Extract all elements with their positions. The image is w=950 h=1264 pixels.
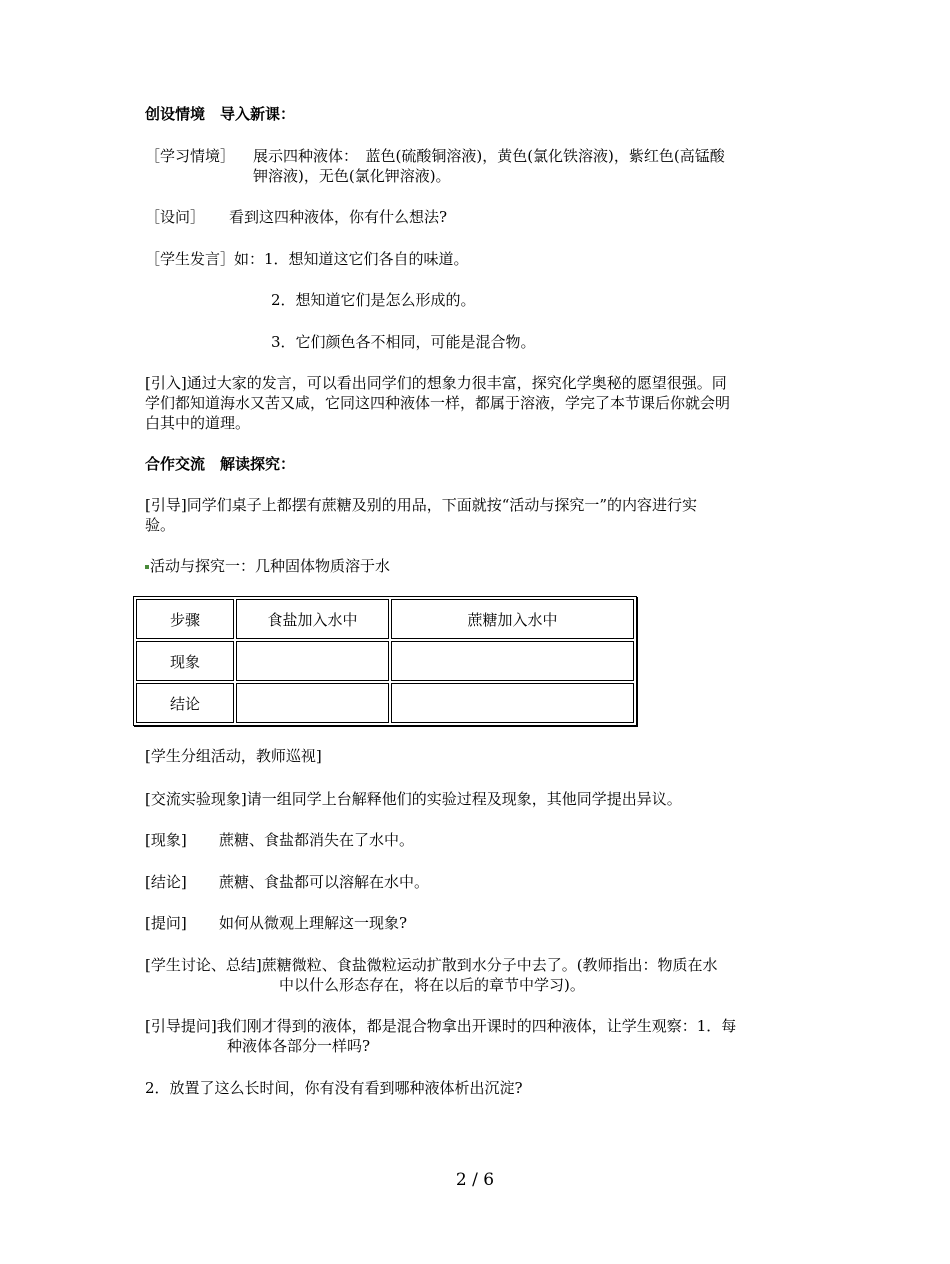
table-header-cell: 蔗糖加入水中: [391, 599, 634, 639]
table-cell: [236, 641, 389, 681]
section-heading-intro: 创设情境 导入新课：: [145, 105, 296, 123]
introduction-paragraph-line-2: 学们都知道海水又苦又咸，它同这四种液体一样，都属于溶液，学完了本节课后你就会明: [145, 394, 731, 412]
question-label: ［设问］: [145, 208, 206, 226]
phenomenon-text: 蔗糖、食盐都消失在了水中。: [219, 831, 415, 849]
student-speech-label: ［学生发言］: [145, 250, 236, 268]
bullet-mark: [145, 565, 149, 569]
question-text: 看到这四种液体，你有什么想法?: [229, 208, 448, 226]
student-speech-item-1: 如：1．想知道这它们各自的味道。: [234, 250, 469, 268]
group-activity-note: [学生分组活动，教师巡视]: [145, 747, 322, 765]
ask-label: [提问]: [145, 914, 187, 932]
ask-text: 如何从微观上理解这一现象?: [219, 914, 408, 932]
phenomenon-label: [现象]: [145, 831, 187, 849]
discussion-line-1: [学生讨论、总结]蔗糖微粒、食盐微粒运动扩散到水分子中去了。(教师指出：物质在水: [145, 956, 718, 974]
learning-situation-text: 展示四种液体： 蓝色(硫酸铜溶液)，黄色(氯化铁溶液)，紫红色(高锰酸: [253, 147, 725, 165]
table-header-cell: 食盐加入水中: [236, 599, 389, 639]
learning-situation-label: ［学习情境］: [145, 147, 236, 165]
guided-question-item-2: 2．放置了这么长时间，你有没有看到哪种液体析出沉淀?: [145, 1079, 523, 1097]
guided-question-line-1: [引导提问]我们刚才得到的液体，都是混合物拿出开课时的四种液体，让学生观察：1．每: [145, 1017, 737, 1035]
conclusion-text: 蔗糖、食盐都可以溶解在水中。: [219, 873, 430, 891]
learning-situation-text-cont: 钾溶液)，无色(氯化钾溶液)。: [253, 167, 451, 185]
introduction-paragraph-line-1: [引入]通过大家的发言，可以看出同学们的想象力很丰富，探究化学奥秘的愿望很强。同: [145, 374, 727, 392]
exchange-phenomenon: [交流实验现象]请一组同学上台解释他们的实验过程及现象，其他同学提出异议。: [145, 790, 682, 808]
conclusion-label: [结论]: [145, 873, 187, 891]
guide-paragraph-line-2: 验。: [145, 516, 176, 534]
table-row: [136, 599, 634, 639]
section-heading-cooperation: 合作交流 解读探究：: [145, 455, 296, 473]
student-speech-item-3: 3．它们颜色各不相同，可能是混合物。: [271, 333, 536, 351]
table-cell: [391, 641, 634, 681]
student-speech-item-2: 2．想知道它们是怎么形成的。: [271, 291, 476, 309]
guide-paragraph-text: [引导]同学们桌子上都摆有蔗糖及别的用品，下面就按“活动与探究一”的内容进行实: [145, 496, 698, 514]
guided-question-line-2: 种液体各部分一样吗?: [227, 1037, 371, 1055]
table-cell: [391, 683, 634, 723]
introduction-paragraph-line-3: 白其中的道理。: [145, 414, 251, 432]
experiment-table: [133, 596, 637, 726]
table-row-label: 现象: [136, 641, 234, 681]
table-row: [136, 641, 634, 681]
table-row-label: 结论: [136, 683, 234, 723]
page-number: 2 / 6: [455, 1170, 495, 1190]
discussion-line-2: 中以什么形态存在，将在以后的章节中学习)。: [279, 976, 585, 994]
table-header-cell: 步骤: [136, 599, 234, 639]
guide-paragraph-line-1: [145, 495, 697, 515]
activity-title: [145, 556, 390, 576]
activity-title-text: 活动与探究一：几种固体物质溶于水: [150, 557, 391, 575]
table-row: [136, 683, 634, 723]
table-cell: [236, 683, 389, 723]
